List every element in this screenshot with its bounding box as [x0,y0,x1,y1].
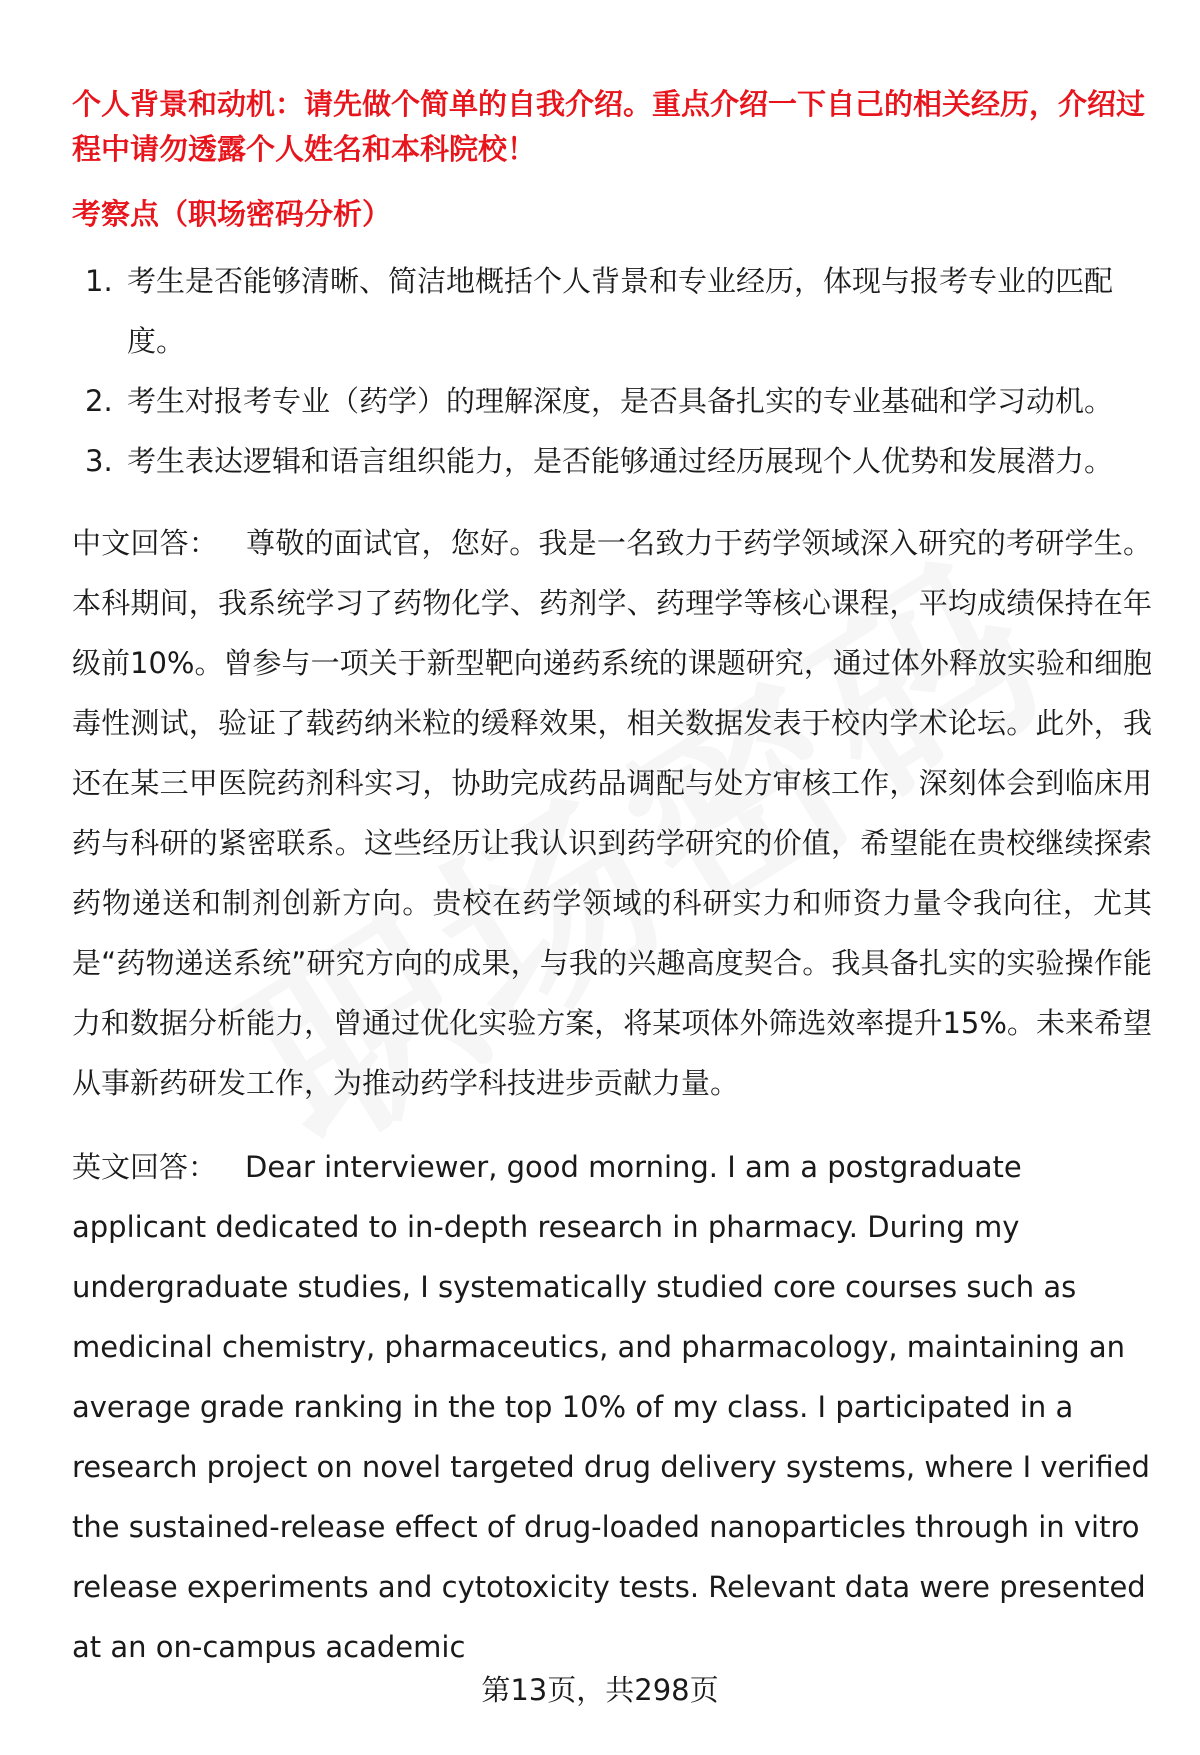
point-text: 考生表达逻辑和语言组织能力，是否能够通过经历展现个人优势和发展潜力。 [127,444,1114,478]
point-text: 考生是否能够清晰、简洁地概括个人背景和专业经历，体现与报考专业的匹配度。 [127,264,1114,358]
chinese-answer [72,513,1152,1113]
page-number-footer: 第13页，共298页 [481,1673,719,1707]
chinese-answer-label: 中文回答： [72,526,219,560]
point-number: 1. [85,264,113,298]
english-answer-text: Dear interviewer, good morning. I am a postgraduate applicant dedicated to in-depth research in pharmacy. During my undergraduate studies, I systematically studied core courses such as medicinal chemistry, pharmaceutics, and pharmacology, maintaining an average grade ranking in the top 10% of my class. I participated in a research project on novel targeted drug delivery systems, where I verified the sustained-release effect of drug-loaded nanoparticles through in vitro release experiments and cytotoxicity tests. Relevant data were presented at an on-campus academic [72,1150,1150,1664]
point-text: 考生对报考专业（药学）的理解深度，是否具备扎实的专业基础和学习动机。 [127,384,1114,418]
english-answer [72,1137,1152,1677]
assessment-points [72,251,1152,491]
english-answer-label: 英文回答： [72,1150,218,1184]
assessment-point [72,251,1152,371]
assessment-point [72,371,1152,431]
question-title: 个人背景和动机：请先做个简单的自我介绍。重点介绍一下自己的相关经历，介绍过程中请勿透露个人姓名和本科院校！ [72,87,1146,166]
document-page [72,82,1152,1677]
chinese-answer-text: 尊敬的面试官，您好。我是一名致力于药学领域深入研究的考研学生。本科期间，我系统学习了药物化学、药剂学、药理学等核心课程，平均成绩保持在年级前10%。曾参与一项关于新型靶向递药系统的课题研究，通过体外释放实验和细胞毒性测试，验证了载药纳米粒的缓释效果，相关数据发表于校内学术论坛。此外，我还在某三甲医院药剂科实习，协助完成药品调配与处方审核工作，深刻体会到临床用药与科研的紧密联系。这些经历让我认识到药学研究的价值，希望能在贵校继续探索药物递送和制剂创新方向。贵校在药学领域的科研实力和师资力量令我向往，尤其是“药物递送系统”研究方向的成果，与我的兴趣高度契合。我具备扎实的实验操作能力和数据分析能力，曾通过优化实验方案，将某项体外筛选效率提升15%。未来希望从事新药研发工作，为推动药学科技进步贡献力量。 [72,526,1152,1100]
point-number: 3. [85,444,113,478]
point-number: 2. [85,384,113,418]
assessment-point [72,431,1152,491]
assessment-heading: 考察点（职场密码分析） [72,197,392,231]
